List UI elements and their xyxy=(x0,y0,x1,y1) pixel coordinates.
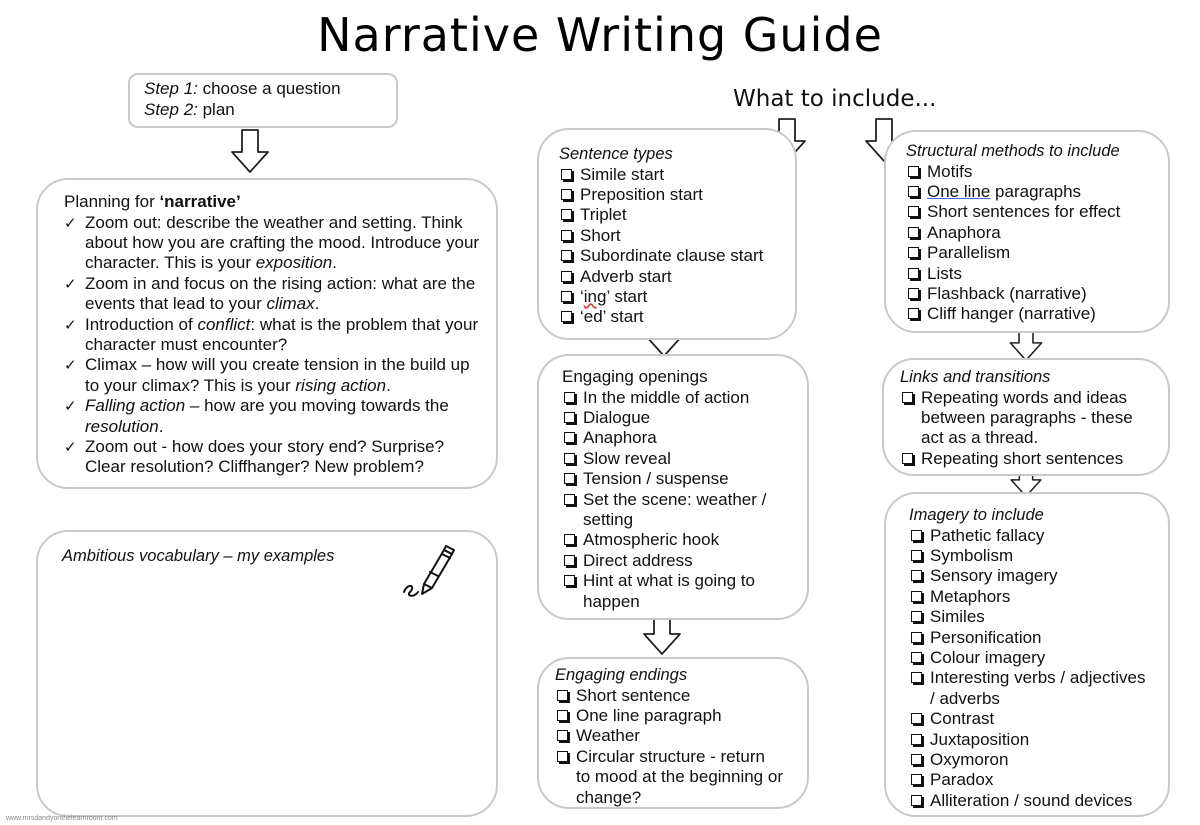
step-1 xyxy=(144,79,396,100)
check-icon: ✓ xyxy=(64,274,77,293)
item-text-end: . xyxy=(332,253,337,273)
item-text: Slow reveal xyxy=(583,448,671,468)
item-text: Subordinate clause start xyxy=(580,246,764,266)
checkbox-icon xyxy=(908,288,919,299)
list-item xyxy=(906,264,1168,284)
vocabulary-heading: Ambitious vocabulary – my examples xyxy=(62,547,335,565)
check-icon: ✓ xyxy=(64,437,77,456)
engaging-endings-box xyxy=(537,657,809,809)
list-item xyxy=(906,223,1168,243)
structural-methods-heading: Structural methods to include xyxy=(906,142,1120,160)
item-text: Oxymoron xyxy=(930,749,1009,769)
list-item xyxy=(906,182,1168,202)
engaging-endings-list xyxy=(555,686,783,808)
step-1-text: choose a question xyxy=(197,79,341,98)
checkbox-icon xyxy=(908,247,919,258)
list-item xyxy=(909,730,1149,750)
item-text: Pathetic fallacy xyxy=(930,525,1045,545)
engaging-openings-heading: Engaging openings xyxy=(562,367,708,386)
checkbox-icon xyxy=(557,710,568,721)
item-italic-end: resolution xyxy=(85,416,159,436)
checkbox-icon xyxy=(908,166,919,177)
checkbox-icon xyxy=(564,534,575,545)
checkbox-icon xyxy=(561,271,572,282)
item-text-end: : what is the problem that your character must encounter? xyxy=(85,314,479,354)
imagery-heading: Imagery to include xyxy=(909,506,1044,524)
down-arrow-icon xyxy=(230,128,270,174)
item-text: Similes xyxy=(930,607,985,627)
list-item xyxy=(909,587,1149,607)
checkbox-icon xyxy=(557,690,568,701)
item-italic: rising action xyxy=(295,375,387,395)
item-text: Preposition start xyxy=(580,184,703,204)
item-text: Short sentences for effect xyxy=(927,202,1121,222)
checkbox-icon xyxy=(564,575,575,586)
checkbox-icon xyxy=(564,412,575,423)
list-item xyxy=(555,726,783,746)
checkbox-icon xyxy=(911,754,922,765)
checkbox-icon xyxy=(911,652,922,663)
checkbox-icon xyxy=(911,713,922,724)
checkbox-icon xyxy=(564,453,575,464)
item-text: Direct address xyxy=(583,550,693,570)
list-item xyxy=(900,388,1152,449)
checkbox-icon xyxy=(908,268,919,279)
item-text-end: . xyxy=(158,416,164,436)
checkbox-icon xyxy=(908,227,919,238)
list-item xyxy=(906,243,1168,263)
list-item xyxy=(559,267,795,287)
checkbox-icon xyxy=(557,751,568,762)
item-text: Triplet xyxy=(580,205,627,225)
item-text: Adverb start xyxy=(580,266,672,286)
item-text: Personification xyxy=(930,627,1042,647)
sentence-types-list xyxy=(559,165,795,328)
item-text: Alliteration / sound devices xyxy=(930,790,1133,810)
list-item xyxy=(909,709,1149,729)
list-item xyxy=(562,571,787,612)
list-item xyxy=(562,469,787,489)
list-item xyxy=(909,648,1149,668)
planning-heading-prefix: Planning for xyxy=(64,192,160,211)
item-text: Sensory imagery xyxy=(930,566,1058,586)
item-text-end: . xyxy=(386,375,391,395)
checkbox-icon xyxy=(911,734,922,745)
checkbox-icon xyxy=(564,494,575,505)
list-item xyxy=(559,165,795,185)
list-item xyxy=(562,490,787,531)
checkbox-icon xyxy=(564,555,575,566)
item-text: Weather xyxy=(576,726,640,746)
list-item xyxy=(562,428,787,448)
check-icon: ✓ xyxy=(64,397,77,416)
footer-url: www.mrsdandyonthelearnroom.com xyxy=(6,815,118,822)
list-item xyxy=(562,408,787,428)
checkbox-icon xyxy=(561,189,572,200)
list-item xyxy=(559,307,795,327)
check-icon: ✓ xyxy=(64,315,77,334)
checkbox-icon xyxy=(561,230,572,241)
structural-methods-list xyxy=(906,162,1168,325)
item-text-suffix: paragraphs xyxy=(990,181,1082,201)
check-icon: ✓ xyxy=(64,356,77,375)
item-text: Zoom out: describe the weather and setting. Think about how you are crafting the mood. Introduce your character. This is your xyxy=(85,212,480,273)
list-item xyxy=(909,566,1149,586)
item-text: Dialogue xyxy=(583,407,651,427)
item-text: ing xyxy=(583,286,607,306)
item-text: Climax – how will you create tension in the build up to your climax? This is your xyxy=(85,355,470,395)
checkbox-icon xyxy=(911,570,922,581)
list-item xyxy=(906,284,1168,304)
checkbox-icon xyxy=(902,453,913,464)
item-text: Contrast xyxy=(930,709,995,729)
item-text-end: . xyxy=(314,294,320,314)
list-item xyxy=(555,686,783,706)
step-2 xyxy=(144,100,396,121)
item-text-prefix: ‘ xyxy=(580,286,584,306)
what-to-include-heading: What to include... xyxy=(733,86,937,112)
item-text: Atmospheric hook xyxy=(583,530,720,550)
item-text: – how are you moving towards the xyxy=(185,396,449,416)
sentence-types-heading: Sentence types xyxy=(559,145,673,163)
item-text: Cliff hanger (narrative) xyxy=(927,304,1096,324)
planning-box xyxy=(36,178,498,489)
list-item xyxy=(64,355,484,396)
item-text: Repeating short sentences xyxy=(921,448,1124,468)
item-text: Short xyxy=(580,225,621,245)
checkbox-icon xyxy=(564,432,575,443)
list-item xyxy=(559,226,795,246)
engaging-openings-list xyxy=(562,388,787,612)
item-text: Simile start xyxy=(580,164,665,184)
list-item xyxy=(559,287,795,307)
item-text: Anaphora xyxy=(583,428,657,448)
item-text: Metaphors xyxy=(930,586,1011,606)
checkbox-icon xyxy=(911,774,922,785)
list-item xyxy=(906,202,1168,222)
list-item xyxy=(909,546,1149,566)
item-text: In the middle of action xyxy=(583,387,750,407)
item-text: Parallelism xyxy=(927,243,1011,263)
checkbox-icon xyxy=(564,392,575,403)
checkbox-icon xyxy=(561,311,572,322)
structural-methods-box xyxy=(884,130,1170,333)
list-item xyxy=(555,747,783,808)
list-item xyxy=(64,213,484,274)
list-item xyxy=(909,791,1149,811)
step-2-label: Step 2: xyxy=(144,99,198,119)
imagery-list xyxy=(909,526,1149,812)
steps-box xyxy=(128,73,398,128)
list-item xyxy=(909,750,1149,770)
item-text: One line xyxy=(927,181,991,201)
checkbox-icon xyxy=(908,206,919,217)
sentence-types-box xyxy=(537,128,797,340)
item-text: Colour imagery xyxy=(930,647,1046,667)
item-text: Repeating words and ideas between paragraphs - these act as a thread. xyxy=(921,387,1133,448)
links-transitions-heading: Links and transitions xyxy=(900,368,1051,386)
list-item xyxy=(562,449,787,469)
list-item xyxy=(64,396,484,437)
list-item xyxy=(64,315,484,356)
item-text: Zoom out - how does your story end? Surprise? Clear resolution? Cliffhanger? New problem? xyxy=(85,436,445,477)
item-text: Motifs xyxy=(927,161,973,181)
checkbox-icon xyxy=(911,550,922,561)
checkbox-icon xyxy=(908,186,919,197)
step-2-text: plan xyxy=(197,99,235,119)
item-text: One line paragraph xyxy=(576,705,722,725)
list-item xyxy=(909,628,1149,648)
item-text: Interesting verbs / adjectives / adverbs xyxy=(930,668,1146,708)
checkbox-icon xyxy=(911,795,922,806)
item-text: Hint at what is going to happen xyxy=(583,571,755,611)
item-text: Anaphora xyxy=(927,222,1001,242)
list-item xyxy=(900,449,1152,469)
checkbox-icon xyxy=(911,591,922,602)
item-text-suffix: ’ start xyxy=(606,286,648,306)
item-text: Flashback (narrative) xyxy=(927,283,1087,303)
list-item xyxy=(64,274,484,315)
planning-list xyxy=(64,213,484,478)
item-text: Set the scene: weather / setting xyxy=(583,489,767,529)
check-icon: ✓ xyxy=(64,213,77,232)
list-item xyxy=(562,551,787,571)
planning-heading xyxy=(64,192,496,213)
imagery-box xyxy=(884,492,1170,817)
list-item xyxy=(64,437,484,478)
checkbox-icon xyxy=(911,672,922,683)
checkbox-icon xyxy=(561,209,572,220)
checkbox-icon xyxy=(557,730,568,741)
list-item xyxy=(559,185,795,205)
checkbox-icon xyxy=(911,632,922,643)
planning-heading-bold: ‘narrative’ xyxy=(159,192,241,211)
list-item xyxy=(562,388,787,408)
engaging-endings-heading: Engaging endings xyxy=(555,666,688,684)
item-text: Juxtaposition xyxy=(930,729,1030,749)
item-italic: conflict xyxy=(197,314,251,334)
list-item xyxy=(562,530,787,550)
checkbox-icon xyxy=(561,169,572,180)
step-1-label: Step 1: xyxy=(144,79,198,98)
item-text: Circular structure - return to mood at the beginning or change? xyxy=(576,746,783,807)
links-transitions-box xyxy=(882,358,1170,476)
item-text: Tension / suspense xyxy=(583,469,729,489)
list-item xyxy=(909,526,1149,546)
pen-icon xyxy=(400,542,458,600)
item-text: Zoom in and focus on the rising action: what are the events that lead to your xyxy=(85,273,476,314)
list-item xyxy=(909,770,1149,790)
list-item xyxy=(559,246,795,266)
item-text: Symbolism xyxy=(930,545,1014,565)
checkbox-icon xyxy=(561,250,572,261)
item-text: Lists xyxy=(927,263,962,283)
list-item xyxy=(906,304,1168,324)
list-item xyxy=(555,706,783,726)
checkbox-icon xyxy=(911,611,922,622)
checkbox-icon xyxy=(908,308,919,319)
engaging-openings-box xyxy=(537,354,809,620)
list-item xyxy=(909,668,1149,709)
item-text: ‘ed’ start xyxy=(580,307,644,327)
item-text: Short sentence xyxy=(576,685,691,705)
checkbox-icon xyxy=(561,291,572,302)
checkbox-icon xyxy=(564,473,575,484)
list-item xyxy=(909,607,1149,627)
item-italic: Falling action xyxy=(85,396,186,416)
checkbox-icon xyxy=(902,392,913,403)
list-item xyxy=(559,205,795,225)
links-transitions-list xyxy=(900,388,1152,470)
item-italic: climax xyxy=(266,294,315,314)
item-italic: exposition xyxy=(255,253,333,273)
item-text: Introduction of xyxy=(85,314,198,334)
checkbox-icon xyxy=(911,530,922,541)
list-item xyxy=(906,162,1168,182)
item-text: Paradox xyxy=(930,770,994,790)
page-title: Narrative Writing Guide xyxy=(317,8,883,62)
